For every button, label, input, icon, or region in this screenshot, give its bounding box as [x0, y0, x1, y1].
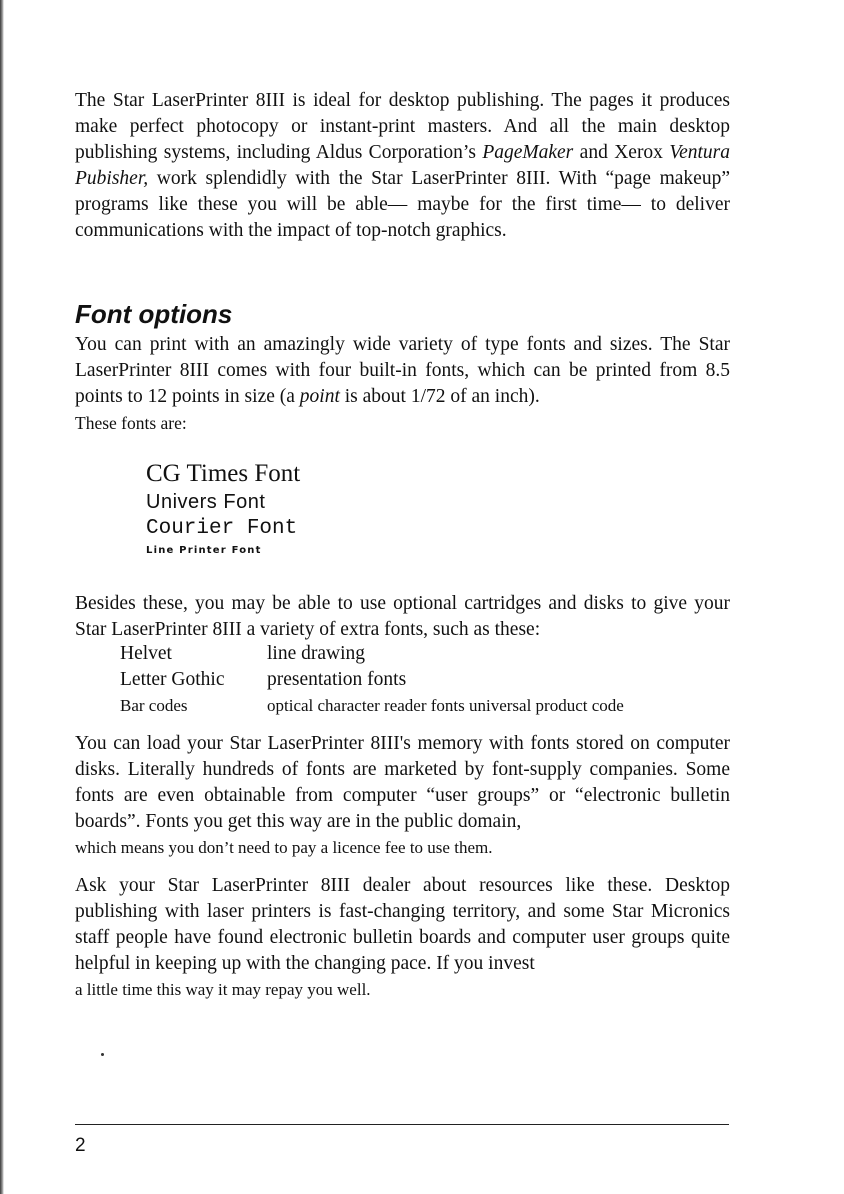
builtin-font-list	[146, 458, 300, 560]
extra-font-name: Letter Gothic	[120, 669, 225, 690]
font-sample-courier: Courier Font	[146, 517, 298, 540]
extra-fonts-paragraph: Besides these, you may be able to use optional cartridges and disks to give your Star LaserPrinter 8III a variety of extra fonts, such as these:	[75, 593, 730, 640]
load-fonts-paragraph: You can load your Star LaserPrinter 8III's memory with fonts stored on computer disks. Literally hundreds of fonts are marketed by font-supply companies. Some fonts are even obtainable from computer “user groups” or “electronic bulletin boards”. Fonts you get this way are in the public domain,	[75, 733, 730, 832]
scan-speck	[101, 1053, 104, 1056]
footer-rule	[75, 1124, 729, 1125]
table-row	[120, 641, 624, 667]
load-fonts-section	[75, 731, 730, 861]
table-row	[120, 693, 624, 719]
ask-dealer-paragraph: Ask your Star LaserPrinter 8III dealer about resources like these. Desktop publishing with laser printers is fast-changing territory, and some Star Micronics staff people have found electronic bulletin boards and computer user groups quite helpful in keeping up with the changing pace. If you invest	[75, 875, 730, 974]
font-options-text-2: is about 1/72 of an inch).	[339, 386, 540, 407]
ask-dealer-last-line: a little time this way it may repay you well.	[75, 980, 371, 999]
intro-paragraph	[75, 88, 730, 244]
intro-text-1: The Star LaserPrinter 8III is ideal for desktop publishing. The pages it produces make perfect photocopy or instant-print masters. And all the main desktop publishing systems, including Aldus Corporation’s	[75, 90, 730, 163]
font-sample-line-printer: Line Printer Font	[146, 545, 262, 556]
intro-text-2: and Xerox	[573, 142, 670, 163]
extra-font-name: presentation fonts	[267, 669, 407, 690]
font-sample-univers: Univers Font	[146, 491, 266, 513]
extra-font-name: Bar codes	[120, 696, 188, 715]
table-row	[120, 667, 624, 693]
extra-font-name: line drawing	[267, 643, 366, 664]
font-options-text-1: You can print with an amazingly wide variety of type fonts and sizes. The Star LaserPrinter 8III comes with four built-in fonts, which can be printed from 8.5 points to 12 points in size (a	[75, 334, 730, 407]
page-number: 2	[75, 1135, 86, 1156]
font-options-paragraph	[75, 332, 730, 410]
font-options-heading: Font options	[75, 299, 233, 329]
fonts-are-label: These fonts are:	[75, 413, 187, 433]
page-binding-edge	[0, 0, 4, 1194]
ventura-title: Ventura Pubisher,	[75, 142, 730, 189]
ask-dealer-section	[75, 873, 730, 1003]
pagemaker-title: PageMaker	[482, 142, 574, 163]
intro-text-3: work splendidly with the Star LaserPrinter 8III. With “page makeup” programs like these you will be able— maybe for the first time— to deliver communications with the impact of top-notch graphics.	[75, 168, 730, 241]
font-sample-cg-times: CG Times Font	[146, 460, 301, 487]
point-term: point	[299, 386, 340, 407]
load-fonts-last-line: which means you don’t need to pay a licence fee to use them.	[75, 838, 493, 857]
intro-section	[75, 88, 730, 244]
extra-font-name: Helvet	[120, 643, 172, 664]
extra-fonts-table	[120, 641, 624, 719]
extra-font-name: optical character reader fonts universal product code	[267, 696, 624, 715]
